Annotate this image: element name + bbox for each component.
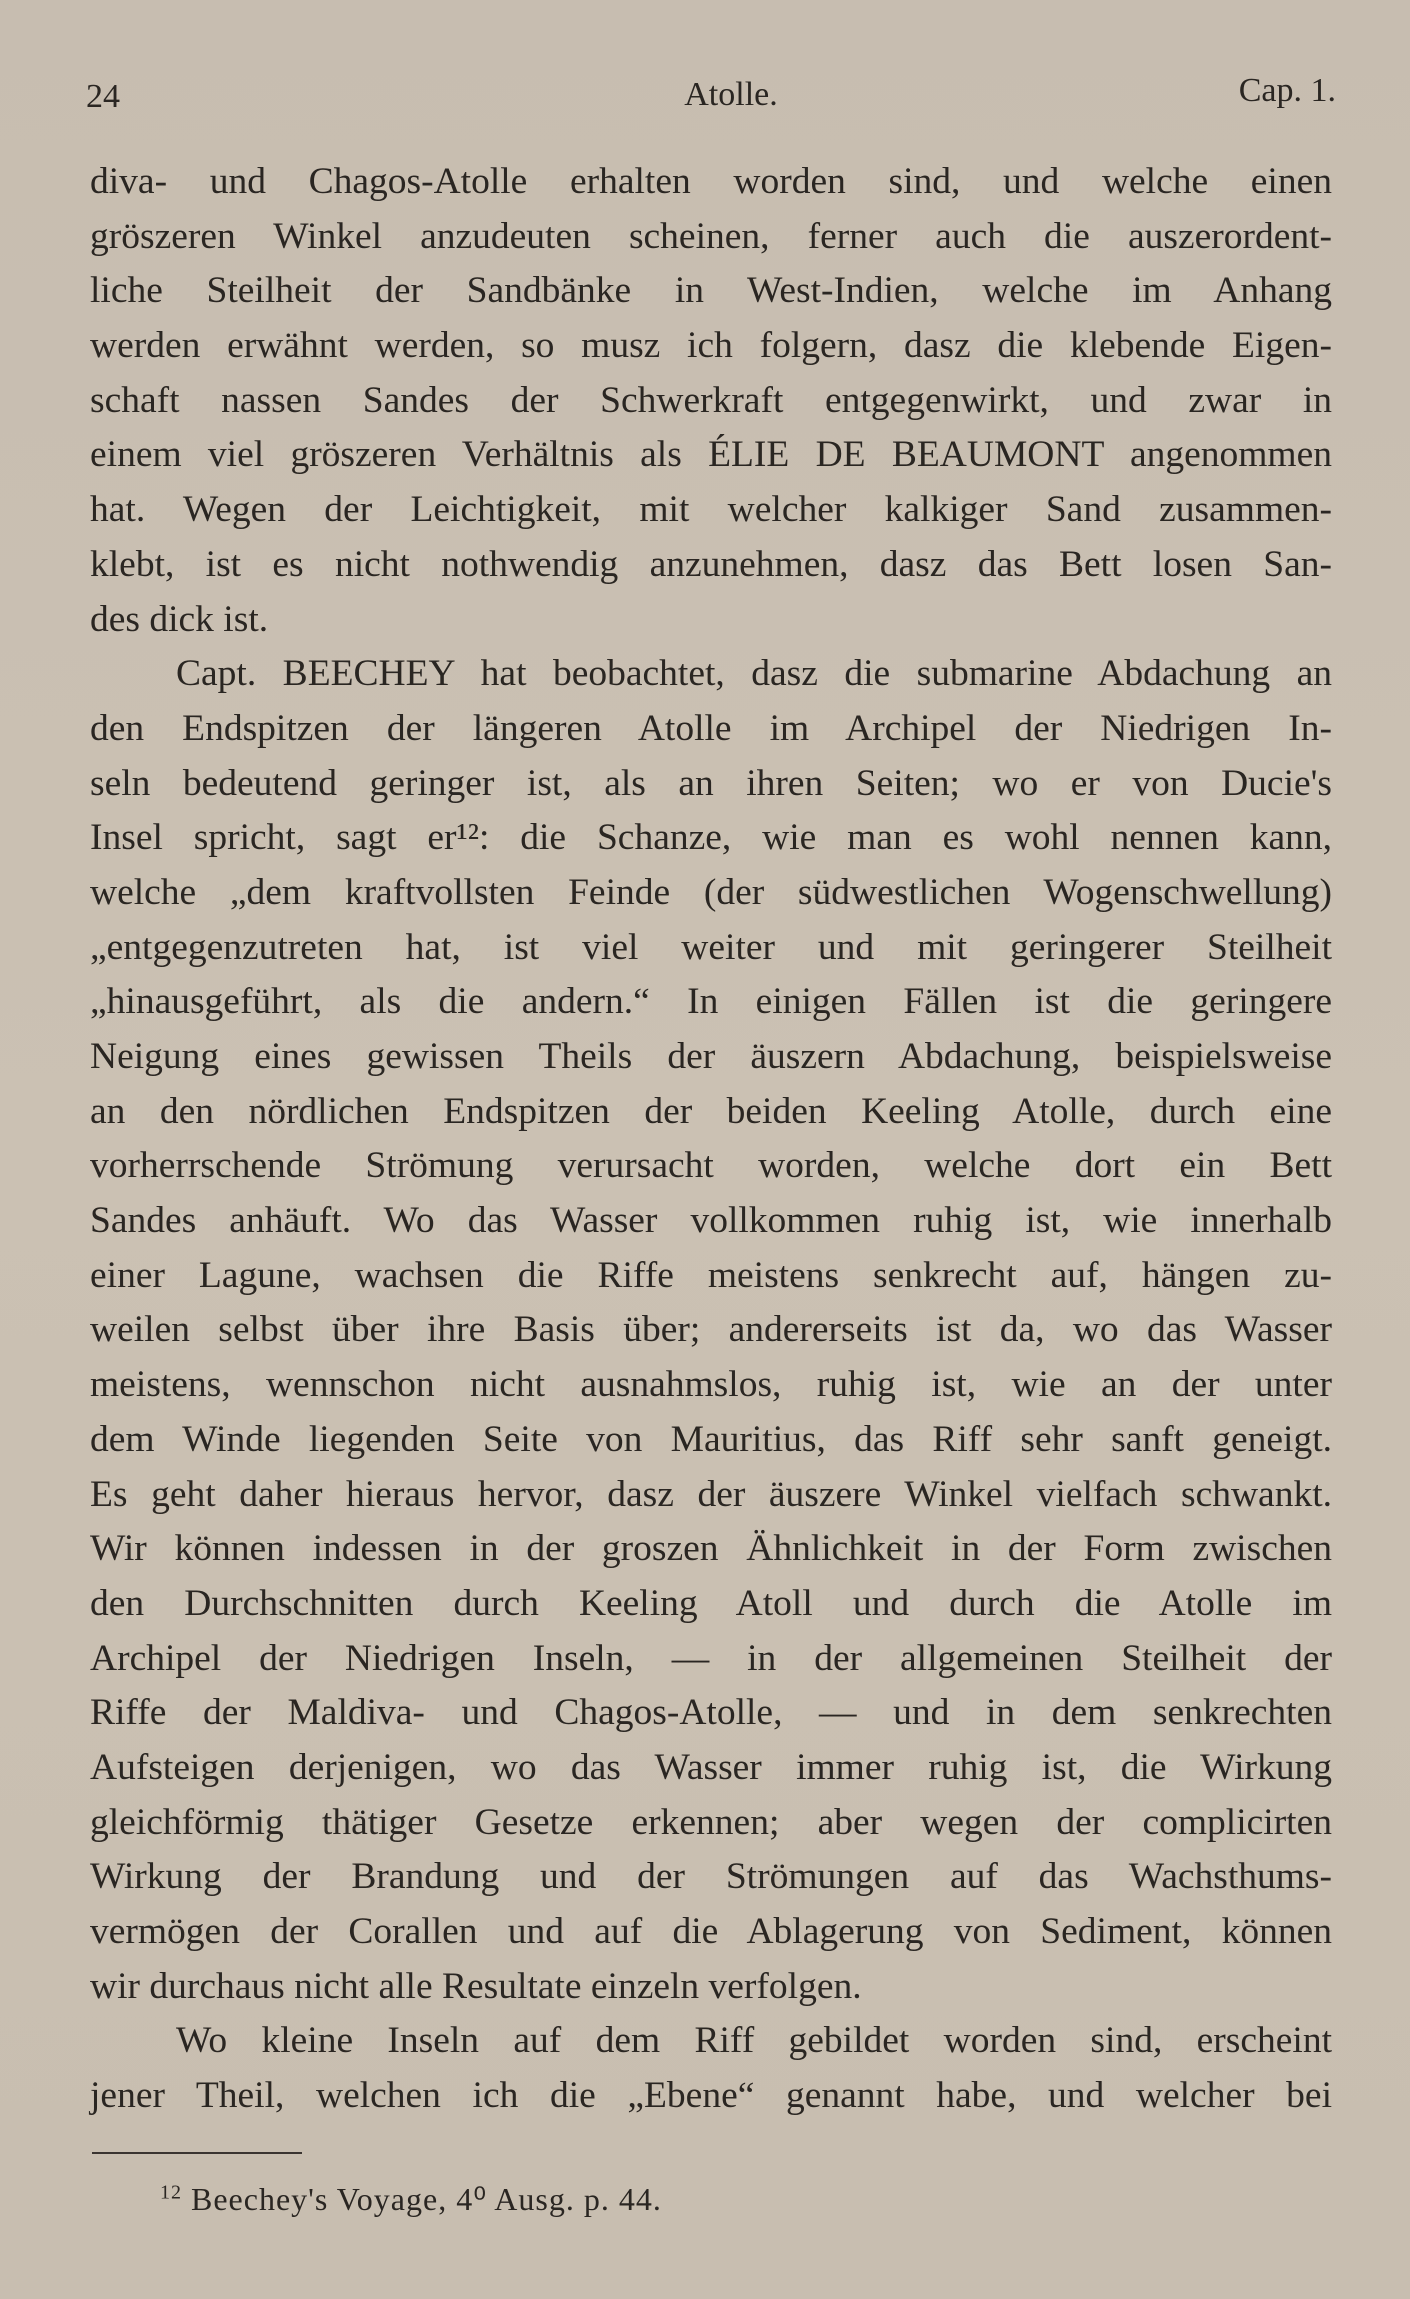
text-line: an den nördlichen Endspitzen der beiden Keeling Atolle, durch eine bbox=[90, 1090, 1332, 1132]
footnote-marker: 12 bbox=[160, 2181, 182, 2204]
text-line: dem Winde liegenden Seite von Mauritius, das Riff sehr sanft geneigt. bbox=[90, 1418, 1332, 1460]
text-line: Es geht daher hieraus hervor, dasz der äuszere Winkel vielfach schwankt. bbox=[90, 1473, 1332, 1515]
text-line: meistens, wennschon nicht ausnahmslos, ruhig ist, wie an der unter bbox=[90, 1364, 1332, 1406]
body-text bbox=[90, 155, 1332, 2124]
text-line: Aufsteigen derjenigen, wo das Wasser immer ruhig ist, die Wirkung bbox=[90, 1746, 1332, 1788]
text-line: diva- und Chagos-Atolle erhalten worden sind, und welche einen bbox=[90, 161, 1332, 202]
text-line: wir durchaus nicht alle Resultate einzeln verfolgen. bbox=[90, 1965, 862, 2007]
text-line: welche „dem kraftvollsten Feinde (der südwestlichen Wogenschwellung) bbox=[90, 871, 1332, 913]
text-line: einem viel gröszeren Verhältnis als ÉLIE DE BEAUMONT angenommen bbox=[90, 434, 1332, 476]
text-line: werden erwähnt werden, so musz ich folgern, dasz die klebende Eigen- bbox=[90, 325, 1332, 367]
text-line: hat. Wegen der Leichtigkeit, mit welcher kalkiger Sand zusammen- bbox=[90, 489, 1332, 531]
page-number: 24 bbox=[86, 78, 120, 115]
text-line: vorherrschende Strömung verursacht worden, welche dort ein Bett bbox=[90, 1145, 1332, 1187]
running-title: Atolle. bbox=[684, 76, 778, 113]
text-line: klebt, ist es nicht nothwendig anzunehmen, dasz das Bett losen San- bbox=[90, 543, 1332, 585]
text-line: Archipel der Niedrigen Inseln, — in der allgemeinen Steilheit der bbox=[90, 1637, 1332, 1679]
text-line: Insel spricht, sagt er¹²: die Schanze, wie man es wohl nennen kann, bbox=[90, 817, 1332, 859]
text-line: des dick ist. bbox=[90, 598, 269, 640]
text-line: vermögen der Corallen und auf die Ablagerung von Sediment, können bbox=[90, 1911, 1332, 1952]
text-line: den Endspitzen der längeren Atolle im Archipel der Niedrigen In- bbox=[90, 707, 1332, 749]
text-line: Capt. BEECHEY hat beobachtet, dasz die submarine Abdachung an bbox=[176, 653, 1332, 695]
text-line: liche Steilheit der Sandbänke in West-Indien, welche im Anhang bbox=[90, 270, 1332, 312]
text-line: Wirkung der Brandung und der Strömungen auf das Wachsthums- bbox=[90, 1856, 1332, 1898]
text-line: weilen selbst über ihre Basis über; andererseits ist da, wo das Wasser bbox=[90, 1309, 1332, 1351]
text-line: Neigung eines gewissen Theils der äuszern Abdachung, beispielsweise bbox=[90, 1036, 1332, 1077]
text-line: jener Theil, welchen ich die „Ebene“ genannt habe, und welcher bei bbox=[90, 2075, 1332, 2117]
text-line: Wir können indessen in der groszen Ähnlichkeit in der Form zwischen bbox=[90, 1528, 1332, 1570]
text-line: gröszeren Winkel anzudeuten scheinen, ferner auch die auszerordent- bbox=[90, 215, 1332, 257]
text-line: „entgegenzutreten hat, ist viel weiter und mit geringerer Steilheit bbox=[90, 926, 1332, 968]
footnote-text: Beechey's Voyage, 4⁰ Ausg. p. 44. bbox=[191, 2181, 662, 2217]
text-line: gleichförmig thätiger Gesetze erkennen; aber wegen der complicirten bbox=[90, 1801, 1332, 1843]
text-line: „hinausgeführt, als die andern.“ In einigen Fällen ist die geringere bbox=[90, 981, 1332, 1023]
text-line: schaft nassen Sandes der Schwerkraft entgegenwirkt, und zwar in bbox=[90, 379, 1332, 421]
text-line: einer Lagune, wachsen die Riffe meistens senkrecht auf, hängen zu- bbox=[90, 1254, 1332, 1296]
chapter-label: Cap. 1. bbox=[1238, 72, 1336, 109]
text-line: Sandes anhäuft. Wo das Wasser vollkommen ruhig ist, wie innerhalb bbox=[90, 1200, 1332, 1242]
text-line: Wo kleine Inseln auf dem Riff gebildet worden sind, erscheint bbox=[176, 2020, 1332, 2062]
footnote bbox=[160, 2180, 662, 2218]
running-header bbox=[86, 72, 1336, 122]
text-line: Riffe der Maldiva- und Chagos-Atolle, — und in dem senkrechten bbox=[90, 1692, 1332, 1734]
text-line: den Durchschnitten durch Keeling Atoll und durch die Atolle im bbox=[90, 1582, 1332, 1624]
footnote-rule bbox=[92, 2152, 302, 2154]
text-line: seln bedeutend geringer ist, als an ihren Seiten; wo er von Ducie's bbox=[90, 762, 1332, 804]
